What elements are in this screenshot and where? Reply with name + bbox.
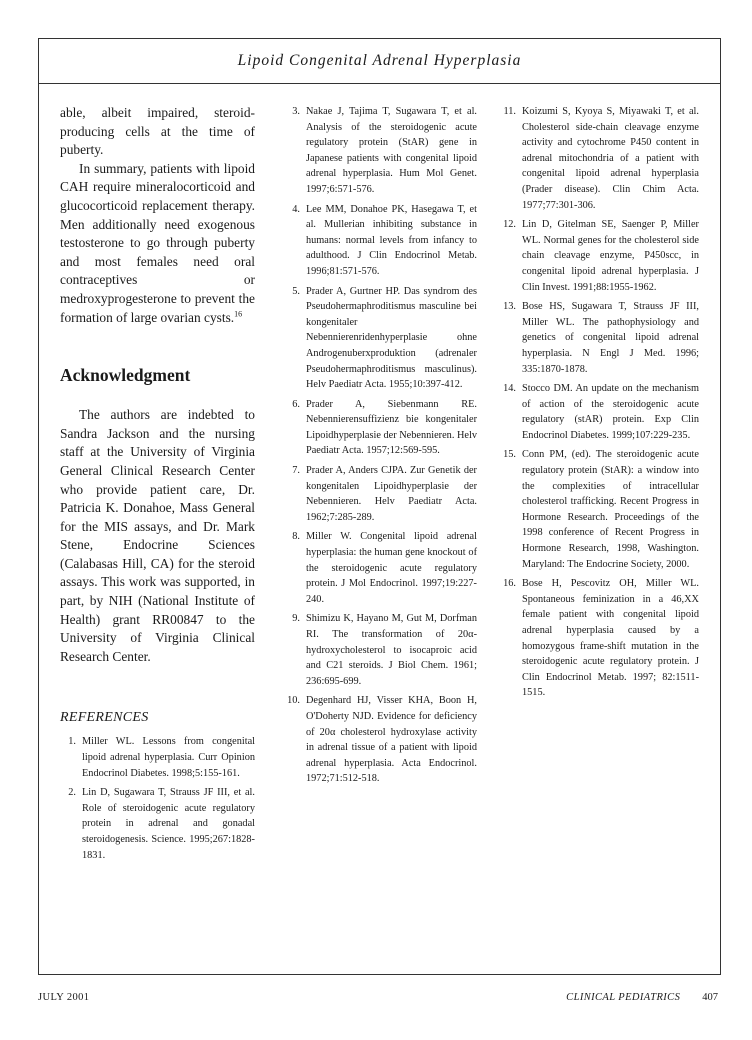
column-1	[60, 104, 255, 867]
reference-item	[284, 611, 477, 689]
reference-number: 3.	[292, 106, 300, 117]
reference-number: 9.	[292, 613, 300, 625]
column-2	[284, 104, 477, 791]
references-list-col2	[284, 104, 477, 787]
reference-text: Miller WL. Lessons from congenital lipoid adrenal hyperplasia. Curr Opinion Endocrinol Diabetes. 1998;5:155-161.	[82, 736, 255, 779]
body-paragraph: able, albeit impaired, steroid-producing cells at the time of puberty.	[60, 105, 255, 158]
reference-number: 2.	[68, 787, 76, 799]
reference-text: Bose HS, Sugawara T, Strauss JF III, Miller WL. The pathophysiology and genetics of congenital lipoid adrenal hyperplasia. N Engl J Med. 1996; 335:1870-1878.	[522, 301, 699, 375]
reference-item	[284, 397, 477, 459]
acknowledgment-paragraph: The authors are indebted to Sandra Jackson and the nursing staff at the University of Virginia General Clinical Research Center who provide patient care, Dr. Patricia K. Donahoe, Mass General for the MIS assays, and Dr. Mark Stene, Endocrine Sciences (Calabasas Hill, CA) for the steroid assays. This work was supported, in part, by NIH (National Institute of Health) grant RR00847 to the University of Virginia Clinical Research Center.	[60, 407, 255, 664]
reference-number: 5.	[292, 285, 300, 297]
reference-text: Prader A, Gurtner HP. Das syndrom des Pseudohermaphroditismus masculine bei kongenitaler Nebennierenridenhyperplasie ohne Androgenuberxproduktion (adrenaler Pseudohermaphroditismus masculinus). Helv Paediatr Acta. 1955;10:397-412.	[306, 285, 477, 391]
summary-text: In summary, patients with lipoid CAH require mineralocorticoid and glucocorticoid replacement therapy. Men additionally need exogenous testosterone to go through puberty and most females need oral contraceptives or medroxyprogesterone to prevent the formation of large ovarian cysts.	[60, 160, 255, 325]
reference-item	[60, 734, 255, 781]
reference-text: Prader A, Anders CJPA. Zur Genetik der kongenitalen Lipoidhyperplasie der Nebennieren. Helv Paediatr Acta. 1962;7:285-289.	[306, 465, 477, 523]
reference-item	[60, 785, 255, 863]
reference-number: 6.	[292, 398, 300, 410]
reference-item	[284, 104, 477, 198]
reference-number: 8.	[292, 531, 300, 543]
reference-number: 12.	[503, 219, 516, 231]
reference-text: Degenhard HJ, Visser KHA, Boon H, O'Doherty NJD. Evidence for deficiency of 20α cholesterol hydroxylase activity in adrenal tissue of a patient with lipoid adrenal hyperplasia. Acta Endocrinol. 1972;71:512-518.	[306, 695, 477, 785]
reference-number: 1.	[68, 736, 76, 748]
reference-text: Miller W. Congenital lipoid adrenal hyperplasia: the human gene knockout of the steroidogenic acute regulatory protein. J Mol Endocrinol. 1997;19:227-240.	[306, 531, 477, 605]
reference-item	[500, 217, 699, 295]
reference-number: 4.	[292, 203, 300, 215]
reference-item	[284, 529, 477, 607]
footer-journal: CLINICAL PEDIATRICS	[566, 992, 681, 1003]
reference-number: 14.	[503, 383, 516, 395]
references-heading: REFERENCES	[60, 710, 149, 726]
page-number: 407	[702, 992, 718, 1003]
summary-paragraph	[60, 160, 255, 327]
reference-text: Lee MM, Donahoe PK, Hasegawa T, et al. Mullerian inhibiting substance in humans: normal levels from infancy to adulthood. J Clin Endocrinol Metab. 1996;81:571-576.	[306, 203, 477, 277]
reference-text: Shimizu K, Hayano M, Gut M, Dorfman RI. The transformation of 20α-hydroxycholesterol to isocaproic acid and C21 steroids. J Biol Chem. 1961; 236:695-699.	[306, 613, 477, 687]
reference-text: Prader A, Siebenmann RE. Nebennierensuffizienz bie kongenitaler Lipoidhyperplasie der Nebennieren. Helv Paediatr Acta. 1957;12:569-595.	[306, 398, 477, 457]
reference-number: 15.	[503, 449, 516, 461]
acknowledgment-heading: Acknowledgment	[60, 365, 191, 386]
reference-item	[284, 202, 477, 280]
citation-superscript: 16	[234, 309, 243, 319]
reference-text: Bose H, Pescovitz OH, Miller WL. Spontaneous feminization in a 46,XX female patient with congenital lipoid adrenal hyperplasia caused by a homozygous frame-shift mutation in the steroidogenic acute regulatory protein. J Clin Endocrinol Metab. 1997; 82:1511-1515.	[522, 578, 699, 699]
footer-right	[566, 992, 718, 1003]
reference-item	[284, 463, 477, 525]
reference-item	[284, 284, 477, 393]
reference-number: 16.	[503, 578, 516, 590]
running-head: Lipoid Congenital Adrenal Hyperplasia	[237, 52, 522, 69]
references-list-col3	[500, 104, 699, 701]
column-3	[500, 104, 699, 705]
reference-item	[284, 693, 477, 787]
header-rule	[38, 83, 721, 84]
references-list-col1	[60, 734, 255, 863]
footer-date: JULY 2001	[38, 992, 90, 1003]
reference-item	[500, 576, 699, 701]
reference-text: Koizumi S, Kyoya S, Miyawaki T, et al. Cholesterol side-chain cleavage enzyme activity and cytochrome P450 content in adrenal mitochondria of a patient with congenital lipoid adrenal hyperplasia (Prader disease). Clin Chim Acta. 1977;77:301-306.	[522, 106, 699, 211]
reference-number: 7.	[292, 465, 300, 477]
reference-text: Stocco DM. An update on the mechanism of action of the steroidogenic acute regulatory (stAR) protein. Exp Clin Endocrinol Diabetes. 1999;107:229-235.	[522, 383, 699, 441]
reference-item	[500, 381, 699, 443]
reference-number: 10.	[287, 695, 300, 707]
reference-number: 13.	[503, 301, 516, 313]
reference-text: Conn PM, (ed). The steroidogenic acute regulatory protein (StAR): a window into the complexities of intracellular cholesterol trafficking. Recent Progress in Hormone Research. Proceedings of the 1998 conference of Recent Progress in Hormone Research, 1998, Washington. Maryland: The Endocrine Society, 2000.	[522, 449, 699, 570]
reference-text: Nakae J, Tajima T, Sugawara T, et al. Analysis of the steroidogenic acute regulatory protein (StAR) gene in Japanese patients with congenital lipoid adrenal hyperplasia. Hum Mol Genet. 1997;6:571-576.	[306, 106, 477, 195]
reference-text: Lin D, Sugawara T, Strauss JF III, et al. Role of steroidogenic acute regulatory protein in adrenal and gonadal steroidogenesis. Science. 1995;267:1828-1831.	[82, 787, 255, 861]
reference-text: Lin D, Gitelman SE, Saenger P, Miller WL. Normal genes for the cholesterol side chain cleavage enzyme, P450scc, in congenital lipoid adrenal hyperplasia. J Clin Invest. 1991;88:1955-1962.	[522, 219, 699, 293]
reference-item	[500, 104, 699, 213]
reference-number: 11.	[503, 106, 516, 117]
reference-item	[500, 299, 699, 377]
reference-item	[500, 447, 699, 572]
